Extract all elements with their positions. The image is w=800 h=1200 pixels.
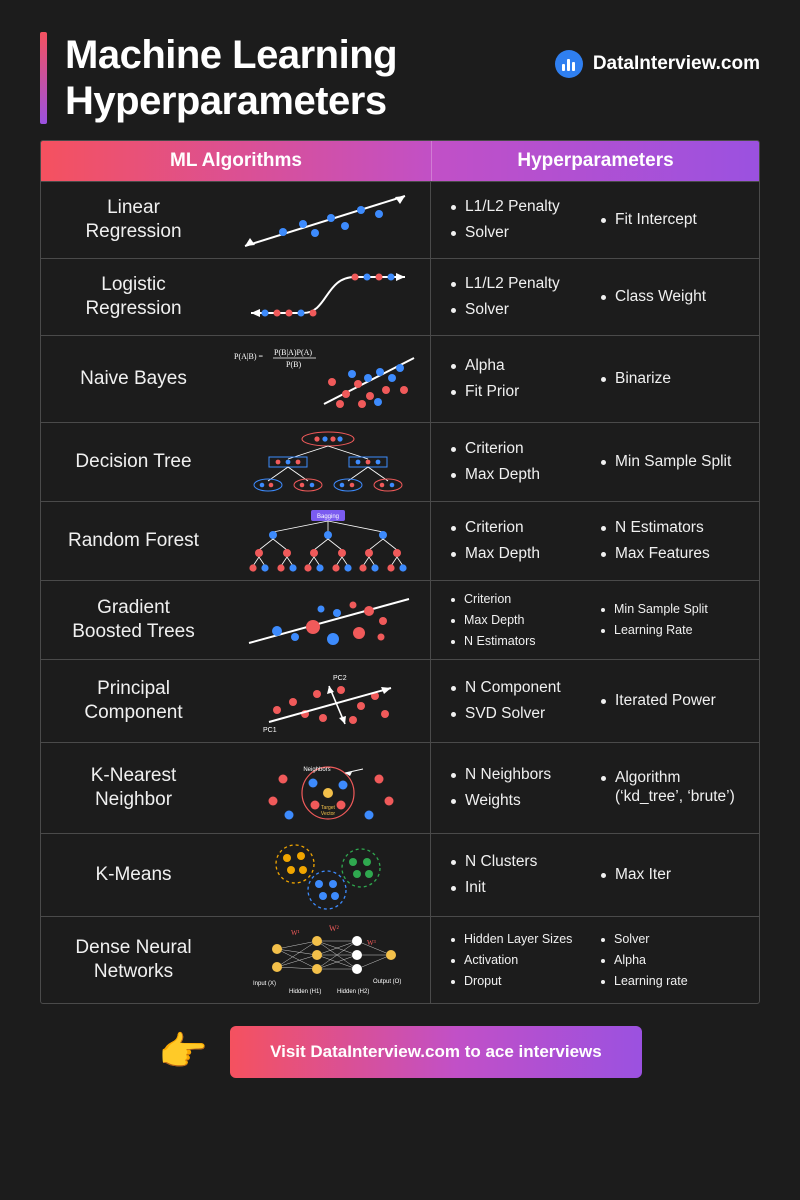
param-item: Learning rate xyxy=(601,974,745,989)
algorithm-cell xyxy=(41,502,431,580)
hyperparameters-cell xyxy=(431,743,759,833)
param-item: Alpha xyxy=(451,357,595,376)
hyperparameters-cell xyxy=(431,917,759,1003)
param-item: Criterion xyxy=(451,592,595,607)
param-item: Init xyxy=(451,879,595,898)
table-header-row xyxy=(41,141,759,181)
forest-diagram-icon xyxy=(226,508,430,574)
kmeans-clusters-icon xyxy=(226,840,430,910)
param-item: Max Features xyxy=(601,545,745,564)
knn-circle-icon xyxy=(226,749,430,827)
svg-text:Vector: Vector xyxy=(320,811,336,817)
algorithm-cell xyxy=(41,182,431,258)
svg-text:Bagging: Bagging xyxy=(316,514,340,520)
param-item: Solver xyxy=(601,932,745,947)
table-row xyxy=(41,422,759,501)
pointing-hand-icon: 👉 xyxy=(158,1030,209,1074)
param-item: Weights xyxy=(451,792,595,811)
param-item: Min Sample Split xyxy=(601,453,745,472)
param-item: Max Iter xyxy=(601,866,745,885)
param-item: N Neighbors xyxy=(451,766,595,785)
param-item: Binarize xyxy=(601,370,745,389)
title-line-1: Machine Learning xyxy=(65,33,398,77)
param-item: Class Weight xyxy=(601,288,745,307)
footer xyxy=(0,1026,800,1078)
algorithm-name: Logistic Regression xyxy=(85,274,182,319)
param-item: N Estimators xyxy=(451,634,595,649)
svg-text:P(A|B) =: P(A|B) = xyxy=(234,352,264,361)
neural-network-icon xyxy=(226,923,430,997)
svg-text:PC2: PC2 xyxy=(333,675,347,682)
svg-text:Hidden (H1): Hidden (H1) xyxy=(289,989,322,995)
param-item: Min Sample Split xyxy=(601,602,745,617)
algorithm-name: Gradient Boosted Trees xyxy=(72,597,195,642)
param-item: Hidden Layer Sizes xyxy=(451,932,595,947)
algorithm-name: Dense Neural Networks xyxy=(75,937,192,982)
param-item: L1/L2 Penalty xyxy=(451,198,595,217)
param-item: Fit Prior xyxy=(451,383,595,402)
hyperparameters-cell xyxy=(431,660,759,742)
svg-text:PC1: PC1 xyxy=(263,727,277,734)
table-row xyxy=(41,181,759,258)
param-item: Solver xyxy=(451,301,595,320)
table-row xyxy=(41,580,759,659)
svg-text:Output (O): Output (O) xyxy=(373,979,402,985)
svg-text:W¹: W¹ xyxy=(291,929,300,937)
algorithm-name: K-Means xyxy=(95,864,172,886)
hyperparameters-cell xyxy=(431,182,759,258)
table-row xyxy=(41,501,759,580)
title-accent-bar xyxy=(40,32,47,124)
param-item: Algorithm (‘kd_tree’, ‘brute’) xyxy=(601,769,745,806)
param-item: Criterion xyxy=(451,440,595,459)
algorithm-cell xyxy=(41,259,431,335)
param-item: N Component xyxy=(451,679,595,698)
page-header xyxy=(0,0,800,134)
boosted-scatter-icon xyxy=(226,587,430,653)
hyperparameters-cell xyxy=(431,259,759,335)
hyperparameters-cell xyxy=(431,423,759,501)
param-item: Max Depth xyxy=(451,466,595,485)
algorithm-cell xyxy=(41,581,431,659)
brand-logo[interactable] xyxy=(555,50,760,78)
title-line-2: Hyperparameters xyxy=(65,79,387,123)
hyperparameters-cell xyxy=(431,502,759,580)
svg-text:Target: Target xyxy=(321,805,335,811)
table-row xyxy=(41,335,759,422)
param-item: SVD Solver xyxy=(451,705,595,724)
algorithm-name: Naive Bayes xyxy=(80,368,187,390)
table-row xyxy=(41,258,759,335)
hyperparameters-cell xyxy=(431,581,759,659)
param-item: Criterion xyxy=(451,519,595,538)
param-item: Max Depth xyxy=(451,545,595,564)
page-title xyxy=(40,32,397,124)
hyperparameters-cell xyxy=(431,336,759,422)
param-item: Activation xyxy=(451,953,595,968)
param-item: Solver xyxy=(451,224,595,243)
column-header-hyperparameters: Hyperparameters xyxy=(517,150,674,171)
svg-text:W³: W³ xyxy=(367,939,376,947)
param-item: Iterated Power xyxy=(601,692,745,711)
algorithm-cell xyxy=(41,423,431,501)
algorithm-cell xyxy=(41,917,431,1003)
param-item: Learning Rate xyxy=(601,623,745,638)
algorithm-cell xyxy=(41,834,431,916)
scatter-with-trendline-icon xyxy=(226,188,430,252)
table-row xyxy=(41,742,759,833)
hyperparameters-cell xyxy=(431,834,759,916)
svg-text:Hidden (H2): Hidden (H2) xyxy=(337,989,370,995)
param-item: N Estimators xyxy=(601,519,745,538)
sigmoid-curve-icon xyxy=(226,265,430,329)
param-item: Droput xyxy=(451,974,595,989)
param-item: Fit Intercept xyxy=(601,211,745,230)
algorithm-cell xyxy=(41,336,431,422)
param-item: N Clusters xyxy=(451,853,595,872)
algorithm-name: K-Nearest Neighbor xyxy=(90,765,177,810)
brand-name: DataInterview.com xyxy=(592,53,760,74)
svg-text:W²: W² xyxy=(329,924,339,933)
algorithm-name: Decision Tree xyxy=(75,451,192,473)
svg-text:Neighbors: Neighbors xyxy=(303,767,331,773)
algorithm-name: Linear Regression xyxy=(85,197,182,242)
table-row xyxy=(41,916,759,1003)
table-row xyxy=(41,833,759,916)
param-item: L1/L2 Penalty xyxy=(451,275,595,294)
algorithm-cell xyxy=(41,743,431,833)
param-item: Max Depth xyxy=(451,613,595,628)
table-row xyxy=(41,659,759,742)
algorithms-table xyxy=(40,140,760,1004)
tree-diagram-icon xyxy=(226,429,430,495)
cta-button[interactable]: Visit DataInterview.com to ace interviews xyxy=(230,1026,642,1078)
column-header-algorithms: ML Algorithms xyxy=(41,141,432,181)
bar-chart-icon xyxy=(555,50,583,78)
algorithm-name: Principal Component xyxy=(84,678,183,723)
svg-text:P(B): P(B) xyxy=(286,360,302,369)
svg-text:Input (X): Input (X) xyxy=(253,981,277,987)
pca-axes-icon xyxy=(226,666,430,736)
bayes-formula-scatter-icon xyxy=(226,342,430,416)
param-item: Alpha xyxy=(601,953,745,968)
svg-text:P(B|A)P(A): P(B|A)P(A) xyxy=(274,348,313,357)
algorithm-cell xyxy=(41,660,431,742)
algorithm-name: Random Forest xyxy=(68,530,199,552)
